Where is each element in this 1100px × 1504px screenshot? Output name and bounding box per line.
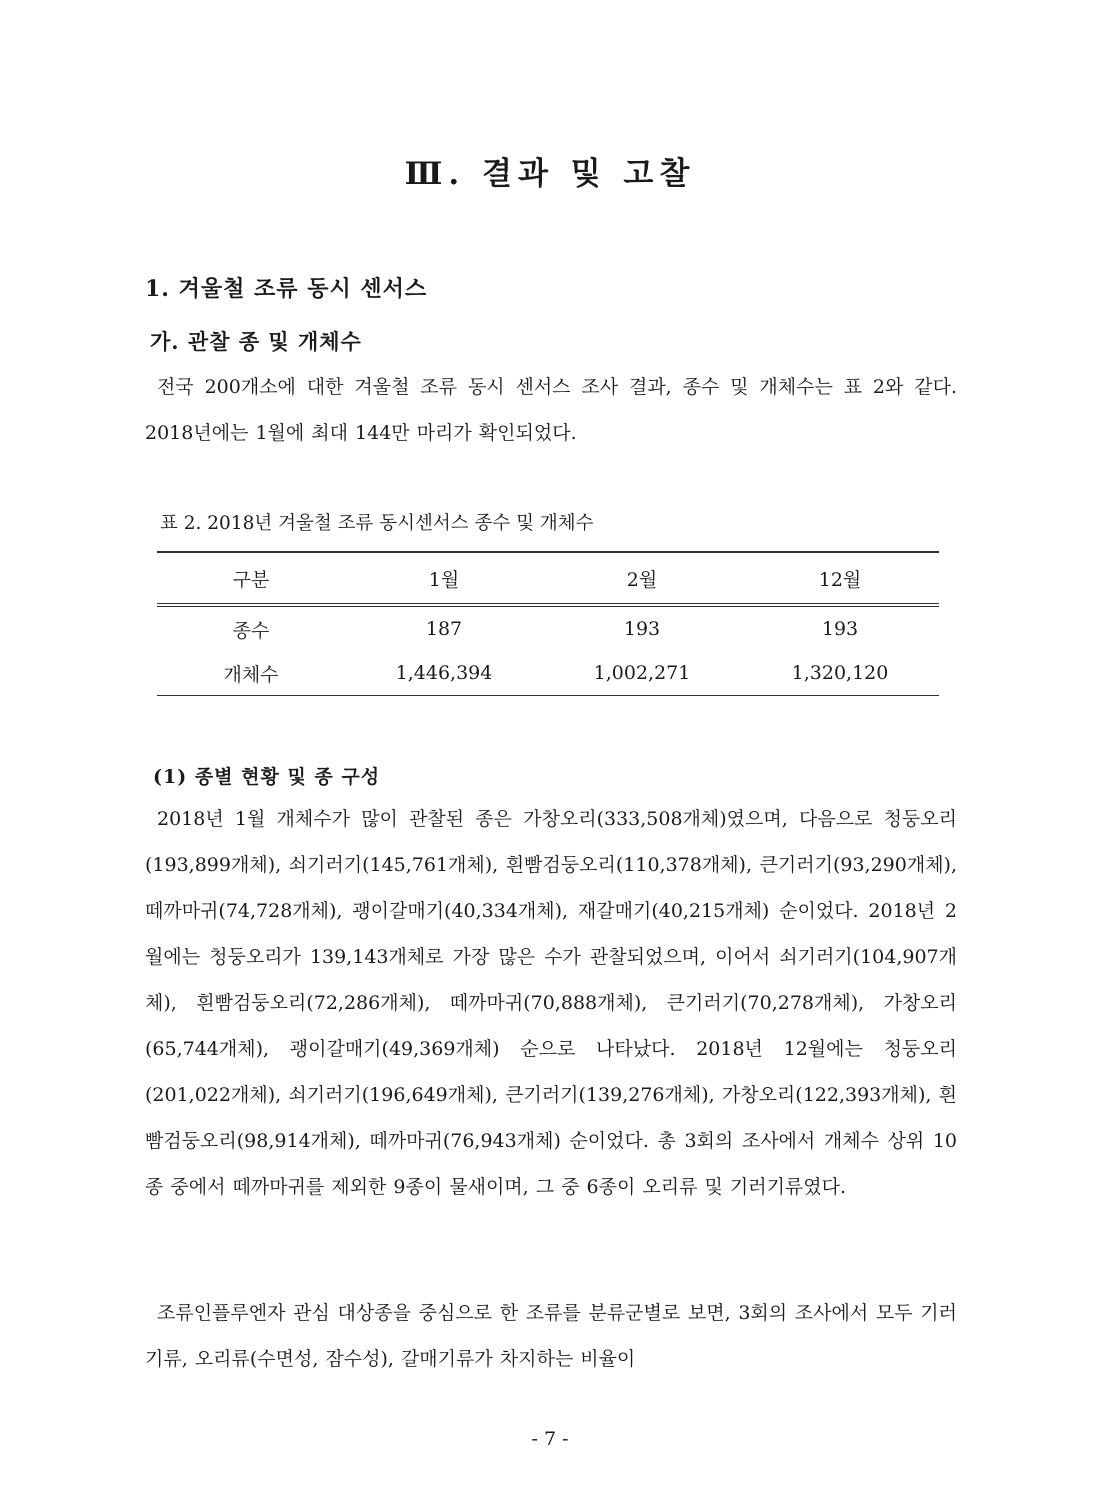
table-cell: 193 <box>623 618 661 640</box>
subsub-heading: (1) 종별 현황 및 종 구성 <box>153 766 381 788</box>
chapter-title: Ⅲ. 결과 및 고찰 <box>404 156 696 192</box>
table-row <box>157 651 939 696</box>
subsection-heading: 가. 관찰 종 및 개체수 <box>150 329 362 354</box>
table-header-row <box>157 552 939 605</box>
table-cell: 1,320,120 <box>741 651 939 696</box>
header-february: 2월 <box>543 552 741 605</box>
census-table <box>157 551 939 696</box>
page-number: - 7 - <box>531 1428 569 1450</box>
table-cell: 1,446,394 <box>345 651 543 696</box>
header-january: 1월 <box>345 552 543 605</box>
table-cell: 1,002,271 <box>543 651 741 696</box>
table-row <box>157 605 939 651</box>
row-label-individual-count: 개체수 <box>157 651 345 696</box>
header-december: 12월 <box>741 552 939 605</box>
section-heading: 1. 겨울철 조류 동시 센서스 <box>145 276 428 302</box>
body-paragraph-taxa: 조류인플루엔자 관심 대상종을 중심으로 한 조류를 분류군별로 보면, 3회의 조사에서 모두 기러기류, 오리류(수면성, 잠수성), 갈매기류가 차지하는 비율이 <box>145 1302 957 1370</box>
row-label-species-count: 종수 <box>232 619 270 642</box>
table-cell: 193 <box>821 618 859 640</box>
header-category: 구분 <box>157 552 345 605</box>
body-paragraph-species: 2018년 1월 개체수가 많이 관찰된 종은 가창오리(333,508개체)였으며, 다음으로 청둥오리(193,899개체), 쇠기러기(145,761개체), 흰빰검둥오리(110,378개체), 큰기러기(93,290개체), 떼까마귀(74,728개체), 괭이갈매기(40,334개체), 재갈매기(40,215개체) 순이었다. 2018년 2월에는 청둥오리가 139,143개체로 가장 많은 수가 관찰되었으며, 이어서 쇠기러기(104,907개체), 흰빰검둥오리(72,286개체), 떼까마귀(70,888개체), 큰기러기(70,278개체), 가창오리(65,744개체), 괭이갈매기(49,369개체) 순으로 나타났다. 2018년 12월에는 청둥오리(201,022개체), 쇠기러기(196,649개체), 큰기러기(139,276개체), 가창오리(122,393개체), 흰빰검둥오리(98,914개체), 떼까마귀(76,943개체) 순이었다. 총 3회의 조사에서 개체수 상위 10종 중에서 떼까마귀를 제외한 9종이 물새이며, 그 중 6종이 오리류 및 기러기류였다. <box>145 808 957 1198</box>
table-caption: 표 2. 2018년 겨울철 조류 동시센서스 종수 및 개체수 <box>160 513 594 534</box>
table-cell: 187 <box>425 618 463 640</box>
intro-paragraph: 전국 200개소에 대한 겨울철 조류 동시 센서스 조사 결과, 종수 및 개체수는 표 2와 같다. 2018년에는 1월에 최대 144만 마리가 확인되었다. <box>145 376 957 444</box>
